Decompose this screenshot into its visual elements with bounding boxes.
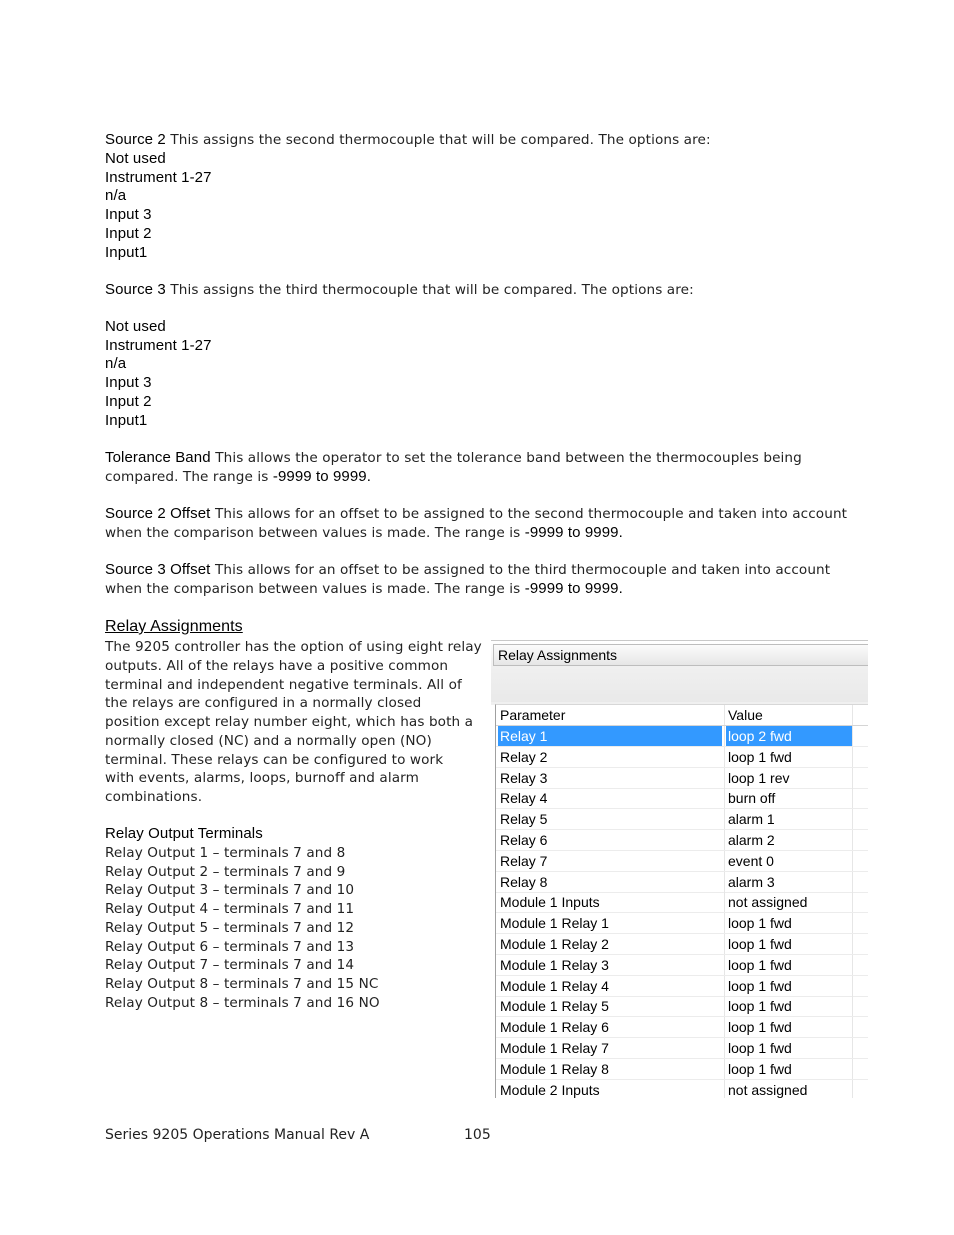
grid-cell-parameter[interactable]: Module 1 Relay 1 [500, 915, 609, 932]
grid-row[interactable] [496, 955, 868, 976]
footer-manual-title: Series 9205 Operations Manual Rev A [105, 1127, 370, 1143]
source3-option: Input1 [105, 412, 148, 429]
relay-para-line: terminal and independent negative terminals. All of [105, 677, 462, 693]
terminal-line: Relay Output 8 – terminals 7 and 16 NO [105, 995, 380, 1011]
offset2-label: Source 2 Offset [105, 505, 211, 522]
panel-titlebar [491, 640, 868, 703]
grid-row[interactable] [496, 830, 868, 851]
column-separator [724, 1038, 725, 1058]
column-separator [724, 747, 725, 767]
grid-cell-value[interactable]: loop 1 fwd [728, 1060, 792, 1077]
grid-cell-parameter[interactable]: Module 2 Inputs [500, 1081, 600, 1098]
source3-option: Input 2 [105, 393, 152, 410]
grid-row[interactable] [496, 913, 868, 934]
relay-para-line: with events, alarms, loops, burnoff and alarm [105, 770, 419, 786]
column-separator [724, 705, 725, 725]
relay-para-line: the relays are configured in a normally closed [105, 695, 422, 711]
grid-header [496, 705, 868, 726]
column-separator [724, 809, 725, 829]
offset3-label: Source 3 Offset [105, 561, 211, 578]
source2-option: n/a [105, 187, 127, 204]
source2-option: Input 3 [105, 206, 152, 223]
column-separator [852, 1017, 853, 1037]
column-separator [852, 830, 853, 850]
grid-row[interactable] [496, 788, 868, 809]
source2-desc-line [105, 131, 711, 149]
grid-cell-parameter[interactable]: Relay 4 [500, 790, 548, 807]
grid-cell-value[interactable]: loop 1 fwd [728, 915, 792, 932]
terminal-line: Relay Output 2 – terminals 7 and 9 [105, 864, 346, 880]
relay-para-line: position except relay number eight, which has both a [105, 714, 474, 730]
offset3-text2: when the comparison between values is made. The range is [105, 581, 525, 597]
offset3-line2 [105, 580, 623, 598]
column-header-parameter[interactable]: Parameter [500, 707, 566, 723]
grid-cell-value[interactable]: loop 2 fwd [726, 726, 852, 746]
offset3-text: This allows for an offset to be assigned to the third thermocouple and taken into account [215, 562, 831, 578]
grid-cell-parameter[interactable]: Relay 2 [500, 748, 548, 765]
source3-option: Instrument 1-27 [105, 337, 212, 354]
column-separator [724, 1080, 725, 1098]
source3-option: n/a [105, 355, 127, 372]
terminal-line: Relay Output 7 – terminals 7 and 14 [105, 957, 355, 973]
relay-grid [495, 704, 868, 1098]
grid-cell-value[interactable]: loop 1 fwd [728, 977, 792, 994]
grid-cell-value[interactable]: not assigned [728, 1081, 808, 1098]
tolerance-line2 [105, 468, 371, 486]
source2-label: Source 2 [105, 131, 166, 148]
column-separator [724, 1017, 725, 1037]
offset2-range: -9999 to 9999. [524, 524, 623, 541]
offset3-range: -9999 to 9999. [524, 580, 623, 597]
grid-row[interactable] [496, 1038, 868, 1059]
grid-cell-value[interactable]: alarm 1 [728, 811, 775, 828]
relay-para-line: outputs. All of the relays have a positive common [105, 658, 449, 674]
offset2-line2 [105, 524, 623, 542]
relay-para-line: combinations. [105, 789, 203, 805]
grid-cell-value[interactable]: loop 1 fwd [728, 1040, 792, 1056]
grid-cell-value[interactable]: loop 1 fwd [728, 1019, 792, 1036]
terminal-line: Relay Output 6 – terminals 7 and 13 [105, 939, 355, 955]
column-separator [724, 955, 725, 975]
relay-para-line: The 9205 controller has the option of using eight relay [105, 639, 482, 655]
column-separator [724, 1059, 725, 1079]
grid-row[interactable] [496, 809, 868, 830]
column-separator [852, 747, 853, 767]
grid-row[interactable] [496, 872, 868, 893]
grid-cell-value[interactable]: loop 1 fwd [728, 748, 792, 765]
grid-row[interactable] [496, 934, 868, 955]
offset2-text2: when the comparison between values is made. The range is [105, 525, 525, 541]
grid-cell-parameter[interactable]: Relay 5 [500, 811, 548, 828]
column-separator [852, 788, 853, 808]
source2-option: Input1 [105, 244, 148, 261]
grid-cell-value[interactable]: loop 1 fwd [728, 956, 792, 973]
grid-row[interactable] [496, 747, 868, 768]
page-number: 105 [464, 1127, 491, 1143]
source2-option: Instrument 1-27 [105, 169, 212, 186]
grid-cell-parameter[interactable]: Relay 3 [500, 769, 548, 786]
source3-option: Input 3 [105, 374, 152, 391]
offset2-text: This allows for an offset to be assigned to the second thermocouple and taken into account [215, 506, 848, 522]
column-separator [724, 830, 725, 850]
grid-row[interactable] [496, 976, 868, 997]
column-separator [852, 768, 853, 788]
grid-row[interactable] [496, 892, 868, 913]
column-separator [852, 1059, 853, 1079]
column-separator [852, 892, 853, 912]
terminal-line: Relay Output 8 – terminals 7 and 15 NC [105, 976, 379, 992]
column-separator [724, 768, 725, 788]
column-separator [852, 934, 853, 954]
source3-label: Source 3 [105, 281, 166, 298]
tolerance-text2: compared. The range is [105, 469, 273, 485]
grid-cell-parameter[interactable]: Module 1 Relay 2 [500, 936, 609, 952]
grid-cell-parameter[interactable]: Module 1 Relay 7 [500, 1040, 609, 1056]
column-separator [852, 809, 853, 829]
column-separator [852, 872, 853, 892]
grid-cell-parameter[interactable]: Relay 8 [500, 873, 548, 890]
column-separator [852, 1038, 853, 1058]
tolerance-range: -9999 to 9999. [272, 468, 372, 485]
relay-para-line: terminal. These relays can be configured to work [105, 752, 444, 768]
source3-option: Not used [105, 318, 166, 335]
grid-cell-parameter[interactable]: Module 1 Relay 4 [500, 977, 609, 994]
column-separator [852, 705, 853, 725]
grid-cell-value[interactable]: loop 1 fwd [728, 998, 792, 1015]
column-separator [852, 726, 853, 746]
grid-cell-value[interactable]: loop 1 fwd [728, 936, 792, 952]
column-separator [724, 934, 725, 954]
grid-cell-parameter[interactable]: Relay 1 [498, 726, 722, 746]
terminal-line: Relay Output 5 – terminals 7 and 12 [105, 920, 355, 936]
terminal-line: Relay Output 3 – terminals 7 and 10 [105, 882, 355, 898]
grid-cell-parameter[interactable]: Module 1 Relay 5 [500, 998, 609, 1015]
grid-row[interactable] [496, 1059, 868, 1080]
grid-cell-value[interactable]: loop 1 rev [728, 769, 790, 786]
grid-cell-value[interactable]: not assigned [728, 894, 808, 911]
grid-cell-value[interactable]: alarm 2 [728, 832, 775, 848]
column-separator [852, 955, 853, 975]
column-separator [852, 851, 853, 871]
source3-desc: This assigns the third thermocouple that will be compared. The options are: [170, 282, 694, 298]
grid-cell-parameter[interactable]: Module 1 Relay 6 [500, 1019, 609, 1036]
grid-cell-parameter[interactable]: Relay 6 [500, 832, 548, 848]
grid-row[interactable] [496, 768, 868, 789]
tolerance-label: Tolerance Band [105, 449, 211, 466]
tolerance-line1 [105, 449, 802, 467]
terminals-heading: Relay Output Terminals [105, 825, 263, 842]
source2-option: Input 2 [105, 225, 152, 242]
column-header-value[interactable]: Value [728, 707, 763, 723]
relay-heading: Relay Assignments [105, 618, 243, 635]
column-separator [724, 996, 725, 1016]
grid-row[interactable] [496, 1080, 868, 1098]
grid-cell-value[interactable]: burn off [728, 790, 776, 807]
source3-desc-line [105, 281, 694, 299]
column-separator [852, 913, 853, 933]
grid-cell-value[interactable]: event 0 [728, 852, 774, 869]
terminal-line: Relay Output 1 – terminals 7 and 8 [105, 845, 346, 861]
grid-cell-value[interactable]: alarm 3 [728, 873, 775, 890]
panel-title: Relay Assignments [493, 644, 868, 666]
tolerance-text: This allows the operator to set the tolerance band between the thermocouples being [215, 450, 802, 466]
grid-cell-parameter[interactable]: Module 1 Relay 3 [500, 956, 609, 973]
grid-row[interactable] [496, 996, 868, 1017]
column-separator [724, 913, 725, 933]
grid-cell-parameter[interactable]: Module 1 Inputs [500, 894, 600, 911]
column-separator [852, 976, 853, 996]
column-separator [852, 1080, 853, 1098]
offset3-line1 [105, 561, 830, 579]
column-separator [852, 996, 853, 1016]
grid-row[interactable] [496, 1017, 868, 1038]
relay-para-line: normally closed (NC) and a normally open (NO) [105, 733, 432, 749]
column-separator [724, 872, 725, 892]
source2-option: Not used [105, 150, 166, 167]
column-separator [724, 851, 725, 871]
column-separator [724, 976, 725, 996]
terminal-line: Relay Output 4 – terminals 7 and 11 [105, 901, 355, 917]
grid-cell-parameter[interactable]: Relay 7 [500, 852, 548, 869]
column-separator [724, 726, 725, 746]
grid-row[interactable] [496, 726, 868, 747]
column-separator [724, 892, 725, 912]
offset2-line1 [105, 505, 847, 523]
source2-desc: This assigns the second thermocouple that will be compared. The options are: [170, 132, 711, 148]
relay-assignments-panel [491, 640, 868, 1098]
column-separator [724, 788, 725, 808]
grid-row[interactable] [496, 851, 868, 872]
grid-cell-parameter[interactable]: Module 1 Relay 8 [500, 1060, 609, 1077]
